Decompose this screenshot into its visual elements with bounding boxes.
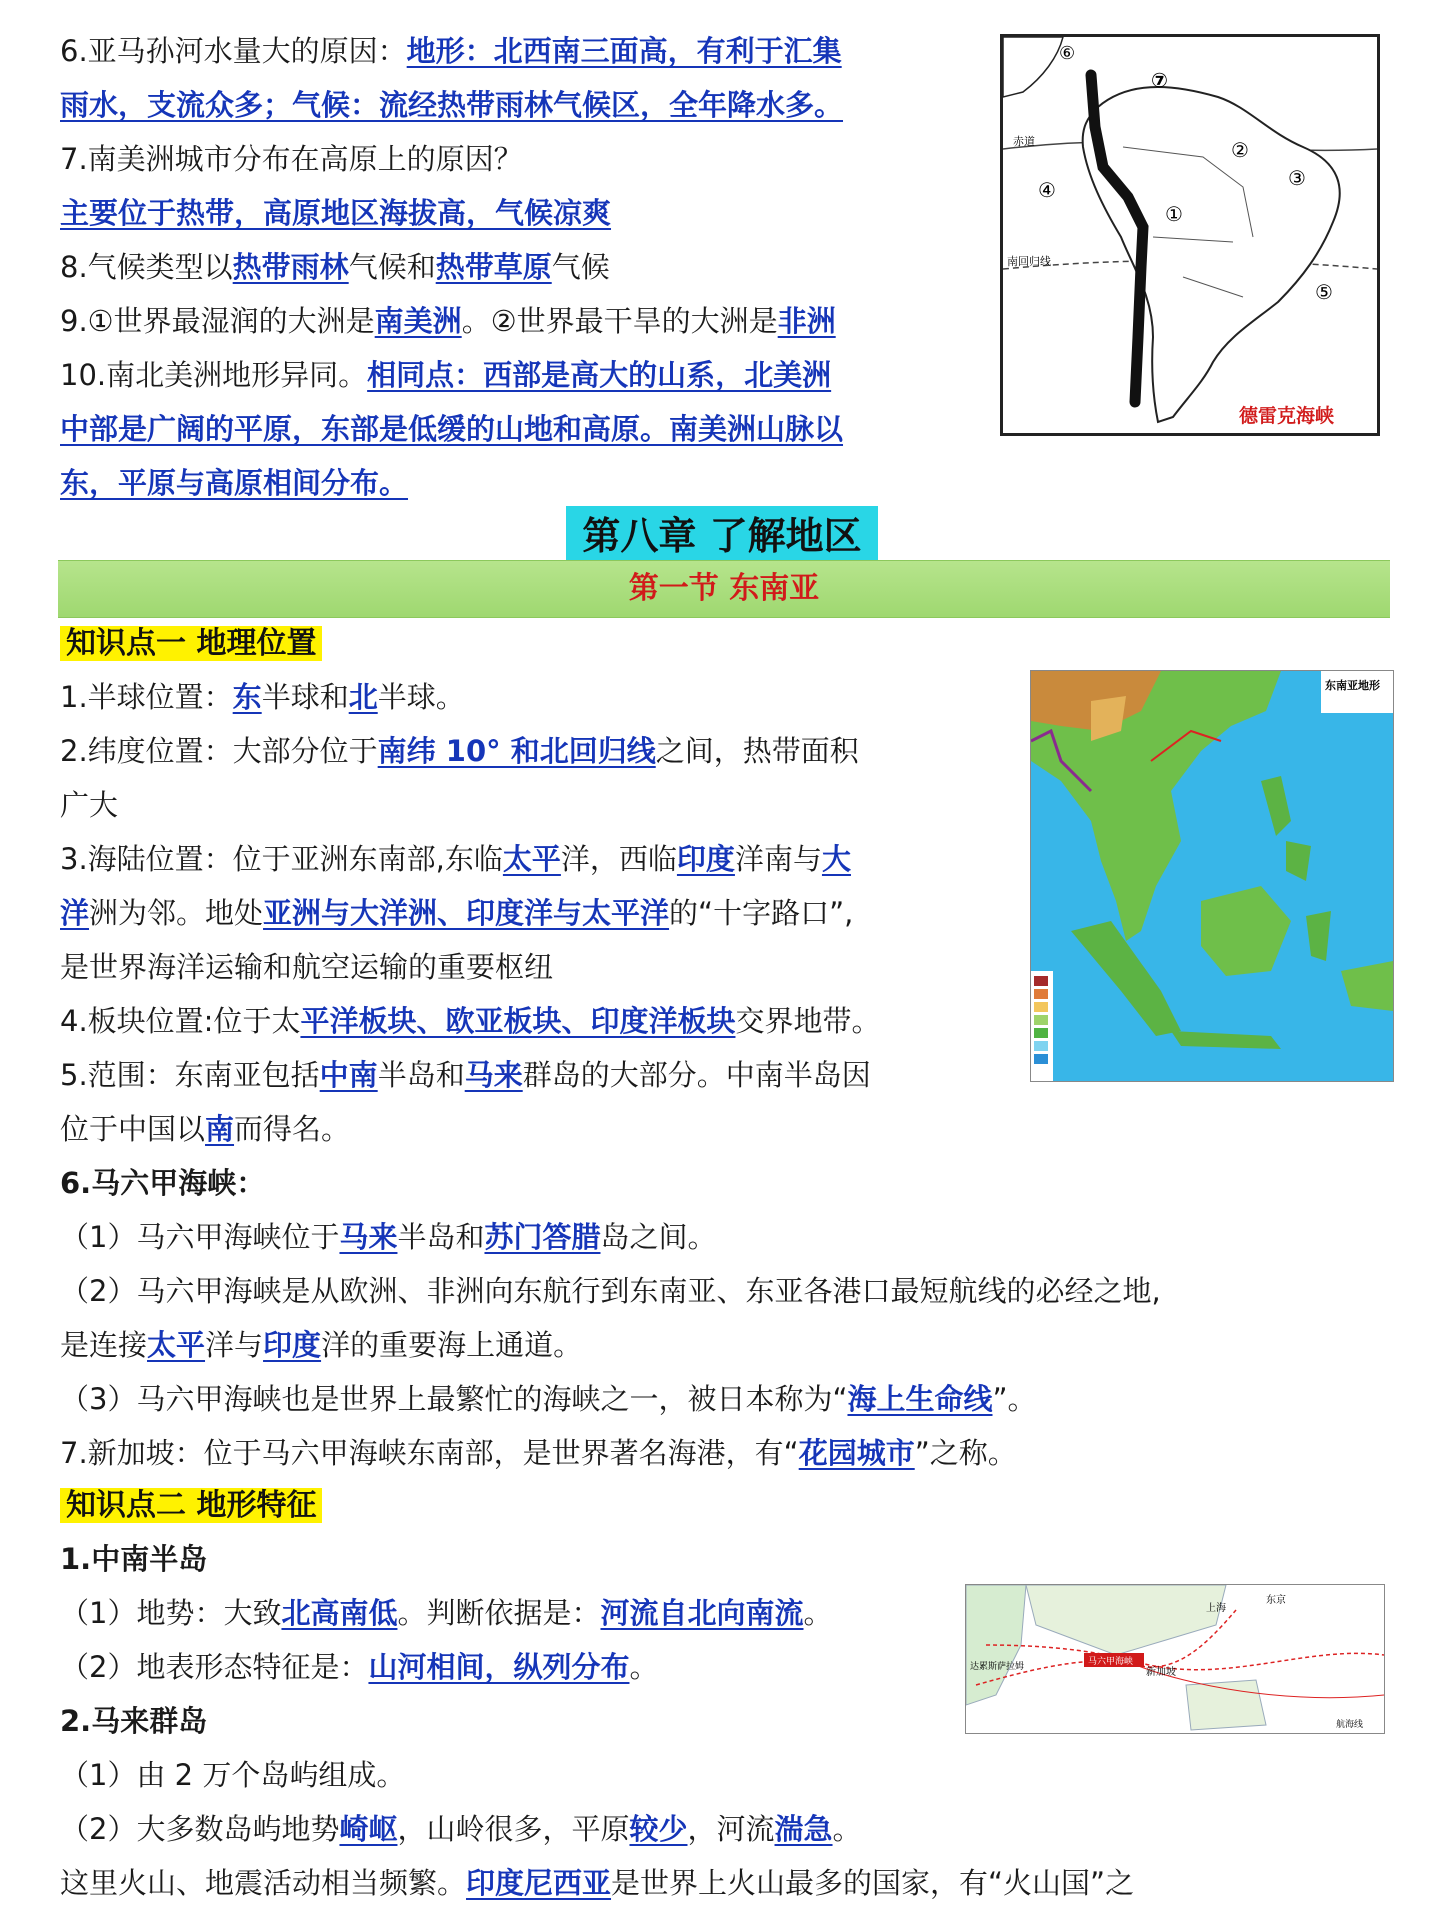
q7-answer-line — [60, 186, 611, 240]
q6-text: 6.亚马孙河水量大的原因： — [60, 34, 407, 68]
australia-land — [1186, 1680, 1266, 1730]
kp1-l6-1-text: （1）马六甲海峡位于 — [60, 1220, 340, 1254]
drake-passage-label: 德雷克海峡 — [1239, 405, 1335, 427]
kp2-s2-1 — [60, 1748, 405, 1802]
q10-text: 10.南北美洲地形异同。 — [60, 358, 368, 392]
q10-answer-cont: 中部是广阔的平原，东部是低缓的山地和高原。南美洲山脉以 — [60, 412, 844, 446]
section-title: 第一节 东南亚 — [58, 560, 1390, 618]
kp2-s2-2-text-2: ，山岭很多，平原 — [397, 1812, 630, 1846]
kp2-s1-1-answer-2: 河流自北向南流 — [600, 1596, 804, 1630]
kp1-l4-text: 4.板块位置:位于太 — [60, 1004, 301, 1038]
kp1-l6-3 — [60, 1372, 1037, 1426]
equator-label: 赤道 — [1013, 135, 1035, 148]
kp1-l5-answer-2: 马来 — [464, 1058, 523, 1092]
q8-text-3: 气候 — [551, 250, 610, 284]
q7-text: 7.南美洲城市分布在高原上的原因？ — [60, 142, 523, 176]
kp1-l6-1 — [60, 1210, 717, 1264]
south-america-map-svg — [1003, 37, 1377, 433]
kp1-l5-text-4: 位于中国以 — [60, 1112, 206, 1146]
kp2-s1-1-answer-1: 北高南低 — [281, 1596, 398, 1630]
shipping-route-map — [965, 1584, 1385, 1734]
kp1-l5 — [60, 1048, 871, 1102]
kp2-s2-2-text-4: 。 — [832, 1812, 862, 1846]
kp1-l6-2-cont — [60, 1318, 582, 1372]
kp1-l6-2-answer-1: 太平 — [147, 1328, 206, 1362]
q8-answer-1: 热带雨林 — [232, 250, 349, 284]
q9-line — [60, 294, 836, 348]
kp1-l6 — [60, 1156, 265, 1210]
q6-line-2 — [60, 78, 843, 132]
q8-text: 8.气候类型以 — [60, 250, 233, 284]
southeast-asia-map-svg — [1031, 671, 1393, 1081]
south-america-map — [1000, 34, 1380, 436]
kp1-l6-2 — [60, 1264, 1161, 1318]
kp1-l7-text-2: ”之称。 — [914, 1436, 1017, 1470]
q6-line — [60, 24, 842, 78]
q6-answer: 地形：北西南三面高，有利于汇集 — [406, 34, 842, 68]
shipping-route-map-svg — [966, 1585, 1384, 1733]
q7-line — [60, 132, 523, 186]
kp2-s2-2-answer-3: 湍急 — [774, 1812, 833, 1846]
legend-swatch — [1034, 1015, 1048, 1025]
q9-answer-1: 南美洲 — [374, 304, 462, 338]
kp2-s1-1-text-2: 。判断依据是： — [397, 1596, 601, 1630]
kp1-l5-text-3: 群岛的大部分。中南半岛因 — [522, 1058, 871, 1092]
kp1-l3-answer-4: 亚洲与大洋洲、印度洋与太平洋 — [263, 896, 670, 930]
dar-es-salaam-label: 达累斯萨拉姆 — [970, 1662, 1025, 1672]
kp2-s2-3-answer: 印度尼西亚 — [466, 1866, 612, 1900]
kp1-l5-text-2: 半岛和 — [377, 1058, 465, 1092]
map-label-3: ③ — [1288, 166, 1306, 190]
kp1-l3 — [60, 832, 851, 886]
kp1-l6-2-answer-2: 印度 — [263, 1328, 322, 1362]
kp2-title: 知识点二 地形特征 — [60, 1488, 322, 1523]
kp1-l3-cont-2 — [60, 940, 553, 994]
kp1-l3-text: 3.海陆位置：位于亚洲东南部,东临 — [60, 842, 503, 876]
kp1-l6-heading: 6.马六甲海峡： — [60, 1166, 266, 1200]
kp2-s1-2 — [60, 1640, 658, 1694]
kp1-l3-answer-3: 大 — [821, 842, 851, 876]
kp2-s1 — [60, 1532, 207, 1586]
kp1-l5-answer-3: 南 — [205, 1112, 235, 1146]
malacca-label: 马六甲海峡 — [1088, 1657, 1134, 1667]
kp1-l6-3-text-2: ”。 — [992, 1382, 1037, 1416]
kp1-l2-text: 2.纬度位置：大部分位于 — [60, 734, 378, 768]
kp1-l5-cont — [60, 1102, 350, 1156]
legend-swatch — [1034, 989, 1048, 999]
legend-swatch — [1034, 1041, 1048, 1051]
kp2-s2-2-answer-1: 崎岖 — [339, 1812, 398, 1846]
kp2-s1-1-text-3: 。 — [803, 1596, 833, 1630]
kp1-l6-3-text: （3）马六甲海峡也是世界上最繁忙的海峡之一，被日本称为“ — [60, 1382, 848, 1416]
kp1-l4-text-2: 交界地带。 — [735, 1004, 881, 1038]
kp2-s2-3-text-2: 是世界上火山最多的国家，有“火山国”之 — [611, 1866, 1135, 1900]
kp1-l3-cont — [60, 886, 853, 940]
southeast-asia-map — [1030, 670, 1394, 1082]
shanghai-label: 上海 — [1206, 1603, 1226, 1614]
q6-answer-cont: 雨水，支流众多；气候：流经热带雨林气候区，全年降水多。 — [60, 88, 844, 122]
map-label-6: ⑥ — [1059, 43, 1076, 64]
legend-swatch — [1034, 1002, 1048, 1012]
kp1-l1-text-2: 半球和 — [261, 680, 349, 714]
kp1-l6-1-text-3: 岛之间。 — [600, 1220, 717, 1254]
kp2-s2-3 — [60, 1856, 1134, 1910]
kp2-s2 — [60, 1694, 207, 1748]
map-label-2: ② — [1231, 138, 1249, 162]
map-label-7: ⑦ — [1151, 68, 1168, 92]
q10-line — [60, 348, 831, 402]
legend-swatch — [1034, 976, 1048, 986]
kp2-s1-heading: 1.中南半岛 — [60, 1542, 208, 1576]
kp1-l5-text: 5.范围：东南亚包括 — [60, 1058, 320, 1092]
legend-swatch — [1034, 1054, 1048, 1064]
kp1-l2-text-2: 之间，热带面积 — [655, 734, 859, 768]
q8-line — [60, 240, 610, 294]
kp1-l3-text-3: 洋南与 — [734, 842, 822, 876]
kp2-s1-2-text: （2）地表形态特征是： — [60, 1650, 369, 1684]
kp1-l6-1-answer-2: 苏门答腊 — [484, 1220, 601, 1254]
route-legend-label: 航海线 — [1336, 1720, 1364, 1730]
kp2-s2-3-text: 这里火山、地震活动相当频繁。 — [60, 1866, 467, 1900]
q10-answer: 相同点：西部是高大的山系，北美洲 — [367, 358, 832, 392]
continent-outline — [1083, 87, 1340, 422]
singapore-label: 新加坡 — [1146, 1667, 1176, 1678]
q8-answer-2: 热带草原 — [435, 250, 552, 284]
kp1-l3-text-6: 是世界海洋运输和航空运输的重要枢纽 — [60, 950, 554, 984]
kp1-l4 — [60, 994, 880, 1048]
kp1-l1-answer-2: 北 — [348, 680, 378, 714]
map-title-box — [1321, 671, 1393, 713]
kp1-l2 — [60, 724, 859, 778]
map-label-5: ⑤ — [1315, 280, 1333, 304]
q9-text-2: 。②世界最干旱的大洲是 — [461, 304, 778, 338]
kp2-s1-2-answer: 山河相间，纵列分布 — [368, 1650, 630, 1684]
kp1-l3-text-2: 洋，西临 — [560, 842, 677, 876]
kp2-s2-heading: 2.马来群岛 — [60, 1704, 208, 1738]
kp1-l6-1-text-2: 半岛和 — [397, 1220, 485, 1254]
q8-text-2: 气候和 — [348, 250, 436, 284]
kp1-l6-2-text: （2）马六甲海峡是从欧洲、非洲向东航行到东南亚、东亚各港口最短航线的必经之地, — [60, 1274, 1161, 1308]
kp1-l6-1-answer-1: 马来 — [339, 1220, 398, 1254]
kp1-l6-2-text-2: 是连接 — [60, 1328, 148, 1362]
kp2-s2-1-text: （1）由 2 万个岛屿组成。 — [60, 1758, 406, 1792]
kp1-l7-answer: 花园城市 — [798, 1436, 915, 1470]
q9-text: 9.①世界最湿润的大洲是 — [60, 304, 375, 338]
kp1-l1-text: 1.半球位置： — [60, 680, 233, 714]
kp2-s1-1-text: （1）地势：大致 — [60, 1596, 282, 1630]
kp2-s1-1 — [60, 1586, 833, 1640]
kp1-l6-3-answer: 海上生命线 — [847, 1382, 993, 1416]
tropic-label: 南回归线 — [1007, 255, 1051, 268]
kp2-s2-2 — [60, 1802, 862, 1856]
map-label-4: ④ — [1038, 178, 1056, 202]
kp1-l2-cont — [60, 778, 118, 832]
q10-line-3 — [60, 456, 408, 510]
kp1-title-line — [60, 616, 322, 670]
kp2-title-line — [60, 1478, 322, 1532]
q7-answer: 主要位于热带，高原地区海拔高，气候凉爽 — [60, 196, 612, 230]
kp1-l5-text-5: 而得名。 — [234, 1112, 351, 1146]
kp2-s2-2-text-3: ，河流 — [687, 1812, 775, 1846]
q9-answer-2: 非洲 — [777, 304, 836, 338]
kp1-title: 知识点一 地理位置 — [60, 626, 322, 661]
kp1-l3-text-4: 洲为邻。地处 — [89, 896, 264, 930]
tokyo-label: 东京 — [1266, 1595, 1286, 1606]
kp1-l1-answer-1: 东 — [232, 680, 262, 714]
kp1-l7 — [60, 1426, 1017, 1480]
kp2-s2-2-text: （2）大多数岛屿地势 — [60, 1812, 340, 1846]
kp1-l1 — [60, 670, 465, 724]
kp1-l6-2-text-3: 洋与 — [205, 1328, 264, 1362]
kp2-s2-2-answer-2: 较少 — [629, 1812, 688, 1846]
map-label-1: ① — [1165, 202, 1183, 226]
kp1-l3-answer-2: 印度 — [676, 842, 735, 876]
kp1-l2-answer: 南纬 10° 和北回归线 — [377, 734, 656, 768]
kp1-l3-answer-3-cont: 洋 — [60, 896, 90, 930]
north-america-fragment — [1003, 37, 1063, 97]
elevation-legend — [1031, 971, 1053, 1081]
kp1-l7-text: 7.新加坡：位于马六甲海峡东南部，是世界著名海港，有“ — [60, 1436, 799, 1470]
kp1-l1-text-3: 半球。 — [377, 680, 465, 714]
kp1-l4-answer: 平洋板块、欧亚板块、印度洋板块 — [300, 1004, 736, 1038]
kp1-l6-2-text-4: 洋的重要海上通道。 — [321, 1328, 583, 1362]
kp1-l5-answer-1: 中南 — [319, 1058, 378, 1092]
southeast-asia-map-title: 东南亚地形 — [1325, 679, 1380, 692]
kp1-l3-text-5: 的“十字路口”, — [669, 896, 854, 930]
kp2-s1-2-text-2: 。 — [629, 1650, 659, 1684]
q10-answer-cont-2: 东，平原与高原相间分布。 — [60, 466, 409, 500]
kp1-l2-text-3: 广大 — [60, 788, 119, 822]
chapter-title: 第八章 了解地区 — [566, 506, 878, 566]
legend-swatch — [1034, 1028, 1048, 1038]
q10-line-2 — [60, 402, 843, 456]
kp1-l3-answer-1: 太平 — [502, 842, 561, 876]
